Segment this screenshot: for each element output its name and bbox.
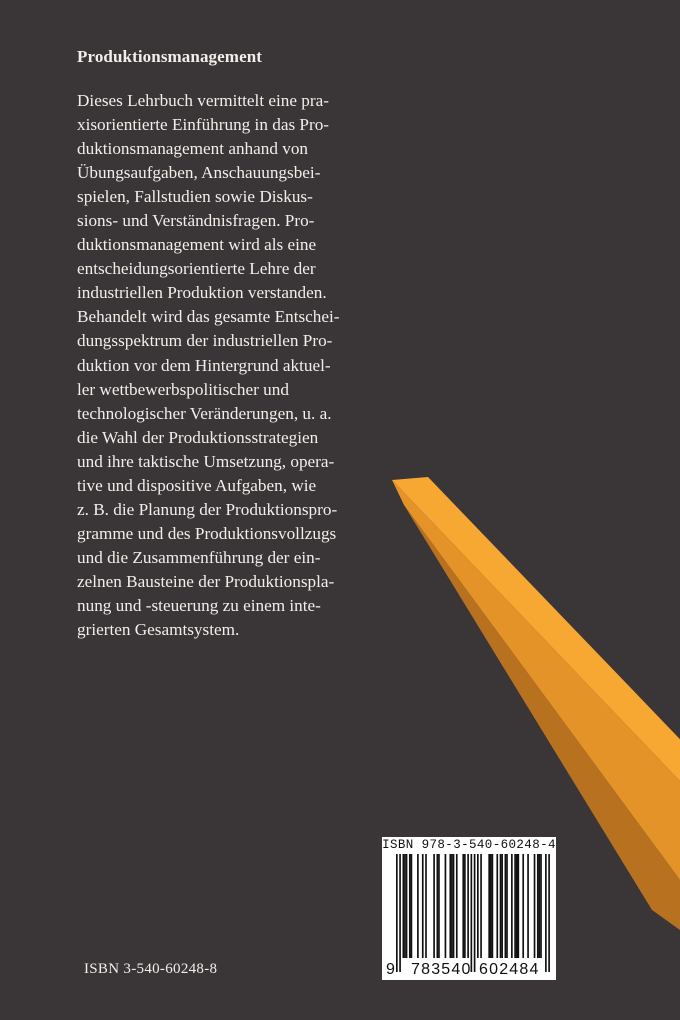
description-line: die Wahl der Produktionsstrategien <box>77 427 319 447</box>
description-line: duktionsmanagement wird als eine <box>77 235 317 255</box>
barcode-digit-first: 9 <box>386 961 395 978</box>
isbn-label: ISBN 3-540-60248-8 <box>84 961 218 977</box>
barcode-bar <box>527 854 529 958</box>
barcode-bar <box>540 854 542 958</box>
barcode-bar <box>511 854 513 958</box>
barcode-bar <box>451 854 453 958</box>
description-line: ler wettbewerbspolitischer und <box>77 379 289 399</box>
barcode-bar <box>411 854 413 958</box>
barcode-bar <box>492 854 494 958</box>
barcode-bar <box>537 854 539 958</box>
barcode-bar <box>406 854 408 958</box>
description-line: sions- und Verständnisfragen. Pro- <box>77 211 315 231</box>
barcode-bar <box>500 854 502 958</box>
barcode-isbn-label: ISBN 978-3-540-60248-4 <box>382 838 556 852</box>
barcode-bar <box>534 854 536 958</box>
description-line: Dieses Lehrbuch vermittelt eine pra- <box>77 91 329 110</box>
barcode-bar <box>449 854 451 958</box>
barcode-bar <box>490 854 492 958</box>
barcode-bar <box>462 854 464 958</box>
barcode-bar <box>471 854 473 972</box>
barcode-bar <box>409 854 411 958</box>
barcode-bar <box>545 854 547 972</box>
description-line: Behandelt wird das gesamte Entschei- <box>77 307 340 327</box>
barcode-bar <box>453 854 455 958</box>
barcode-bar <box>514 854 516 958</box>
barcode-bar <box>501 854 503 958</box>
barcode-bar <box>425 854 427 958</box>
barcode-bar <box>474 854 476 972</box>
barcode-bar <box>402 854 404 958</box>
barcode-bar <box>488 854 490 958</box>
barcode-bar <box>433 854 435 958</box>
barcode-bar <box>467 854 469 958</box>
barcode-bar <box>456 854 458 958</box>
barcode-bar <box>399 854 401 972</box>
barcode-bar <box>417 854 419 958</box>
barcode-bar <box>437 854 439 958</box>
description-line: spielen, Fallstudien sowie Diskus- <box>77 187 313 207</box>
barcode-bar <box>539 854 541 958</box>
barcode-digits-left: 783540 <box>411 961 472 978</box>
description-line: nung und -steuerung zu einem inte- <box>77 595 321 615</box>
description-line: duktionsmanagement anhand von <box>77 139 309 159</box>
description-line: gramme und des Produktionsvollzugs <box>77 523 337 543</box>
description-line: und die Zusammenführung der ein- <box>77 547 321 567</box>
barcode-bar <box>522 854 524 958</box>
description-line: industriellen Produktion verstanden. <box>77 283 327 303</box>
barcode-bar <box>445 854 447 958</box>
barcode-bar <box>438 854 440 958</box>
barcode-bar <box>464 854 466 958</box>
description-line: entscheidungsorientierte Lehre der <box>77 259 316 279</box>
description-line: und ihre taktische Umsetzung, opera- <box>77 451 335 471</box>
barcode-bar <box>396 854 398 972</box>
pencil-face-middle <box>392 480 680 880</box>
description-line: tive und dispositive Aufgaben, wie <box>77 475 317 495</box>
description-line: zelnen Bausteine der Produktionspla- <box>77 571 335 591</box>
description-line: dungsspektrum der industriellen Pro- <box>77 331 333 351</box>
barcode-bar <box>496 854 498 958</box>
description-line: technologischer Veränderungen, u. a. <box>77 403 332 423</box>
barcode <box>382 837 556 980</box>
description-line: Übungsaufgaben, Anschauungsbei- <box>77 163 321 183</box>
description-line: z. B. die Planung der Produktionspro- <box>77 499 338 519</box>
book-description <box>77 89 377 642</box>
description-line: xisorientierte Einführung in das Pro- <box>77 115 330 135</box>
description-line: duktion vor dem Hintergrund aktuel- <box>77 355 331 375</box>
barcode-bar <box>506 854 508 958</box>
barcode-bar <box>518 854 520 958</box>
back-cover-title: Produktionsmanagement <box>77 47 263 66</box>
barcode-bars <box>382 854 556 976</box>
barcode-digits-right: 602484 <box>479 961 540 978</box>
barcode-bar <box>477 854 479 958</box>
barcode-bar <box>422 854 424 958</box>
barcode-bar <box>505 854 507 958</box>
barcode-bar <box>404 854 406 958</box>
barcode-bar <box>516 854 518 958</box>
barcode-bar <box>480 854 482 958</box>
barcode-bar <box>548 854 550 972</box>
description-line: grierten Gesamtsystem. <box>77 620 240 640</box>
